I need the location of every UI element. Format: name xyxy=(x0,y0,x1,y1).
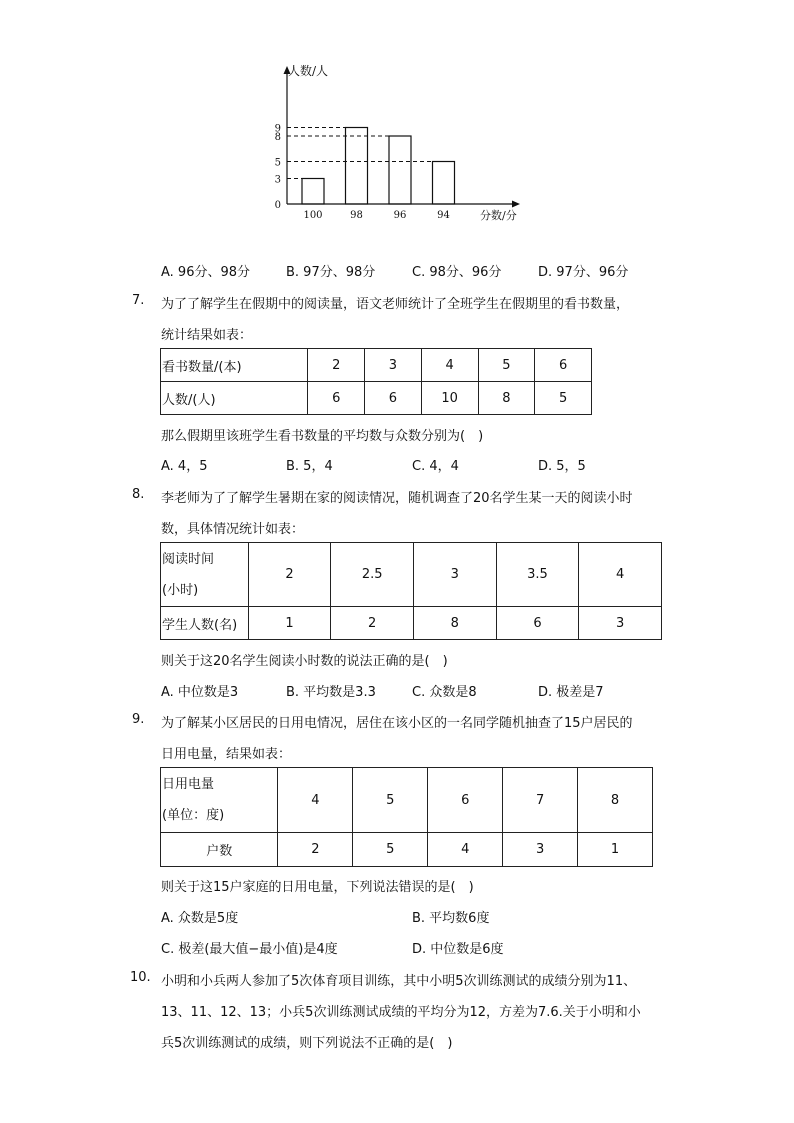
question-text: 小明和小兵两人参加了5次体育项目训练，其中小明5次训练测试的成绩分别为11、 xyxy=(161,974,637,989)
option-c: C. 极差(最大值−最小值)是4度 xyxy=(161,942,338,957)
header-line: (小时) xyxy=(162,582,199,598)
question-number: 8. xyxy=(132,487,145,502)
header-line: (单位：度) xyxy=(162,808,225,823)
question-text: 日用电量，结果如表： xyxy=(161,747,292,762)
y-tick-label: 9 xyxy=(274,123,281,135)
table-cell: 2 xyxy=(308,349,365,382)
table-cell: 6 xyxy=(496,607,579,640)
question-text: 13、11、12、13；小兵5次训练测试成绩的平均分为12，方差为7.6.关于小明和小 xyxy=(161,1005,641,1020)
option-b: B. 平均数6度 xyxy=(412,911,490,926)
question-prompt: 则关于这15户家庭的日用电量，下列说法错误的是( ) xyxy=(161,880,474,895)
table-cell: 2 xyxy=(278,833,353,867)
option-c: C. 98分、96分 xyxy=(412,265,502,280)
y-tick-label: 8 xyxy=(274,132,281,143)
option-d: D. 极差是7 xyxy=(538,685,604,700)
y-tick-label: 0 xyxy=(274,200,281,211)
table-cell: 8 xyxy=(578,768,653,833)
table-cell: 6 xyxy=(535,349,592,382)
question-prompt: 那么假期里该班学生看书数量的平均数与众数分别为( ) xyxy=(161,429,484,444)
y-axis-label: 人数/人 xyxy=(288,64,329,78)
table-cell: 6 xyxy=(308,382,365,415)
option-b: B. 平均数是3.3 xyxy=(286,685,376,700)
question-text: 李老师为了了解学生暑期在家的阅读情况，随机调查了20名学生某一天的阅读小时 xyxy=(161,491,633,506)
question-text: 数，具体情况统计如表： xyxy=(161,522,305,537)
question-number: 9. xyxy=(132,712,145,727)
table-cell: 4 xyxy=(428,833,503,867)
table-cell: 2 xyxy=(248,543,331,607)
bar xyxy=(302,179,324,205)
table-cell: 5 xyxy=(353,833,428,867)
x-tick-label: 94 xyxy=(437,210,450,221)
table-cell: 8 xyxy=(478,382,535,415)
option-c: C. 4，4 xyxy=(412,459,459,474)
question-text: 兵5次训练测试的成绩，则下列说法不正确的是( ) xyxy=(161,1036,453,1051)
table-cell: 1 xyxy=(248,607,331,640)
option-a: A. 中位数是3 xyxy=(161,685,239,700)
table-cell: 5 xyxy=(353,768,428,833)
table-cell: 8 xyxy=(414,607,497,640)
bar xyxy=(433,162,455,205)
q8-table xyxy=(160,542,662,640)
table-cell: 看书数量/(本) xyxy=(161,349,308,382)
header-line: 阅读时间 xyxy=(162,551,215,567)
table-cell: 3 xyxy=(503,833,578,867)
table-cell: 3 xyxy=(579,607,662,640)
question-number: 10. xyxy=(130,970,151,985)
table-header-cell xyxy=(161,543,249,607)
table-cell: 3 xyxy=(365,349,422,382)
option-d: D. 5，5 xyxy=(538,459,586,474)
option-a: A. 4，5 xyxy=(161,459,208,474)
table-header-cell xyxy=(161,768,278,833)
table-header-cell: 户数 xyxy=(161,833,278,867)
question-text: 统计结果如表： xyxy=(161,328,253,343)
table-cell: 4 xyxy=(278,768,353,833)
table-cell: 1 xyxy=(578,833,653,867)
question-prompt: 则关于这20名学生阅读小时数的说法正确的是( ) xyxy=(161,654,448,669)
y-tick-label: 5 xyxy=(274,157,281,169)
option-d: D. 97分、96分 xyxy=(538,265,629,280)
x-tick-label: 100 xyxy=(303,210,323,221)
option-a: A. 众数是5度 xyxy=(161,911,239,926)
option-c: C. 众数是8 xyxy=(412,685,477,700)
question-text: 为了了解学生在假期中的阅读量，语文老师统计了全班学生在假期里的看书数量， xyxy=(161,297,630,312)
header-line: 日用电量 xyxy=(162,777,215,792)
table-cell: 3.5 xyxy=(496,543,579,607)
option-b: B. 97分、98分 xyxy=(286,265,376,280)
option-a: A. 96分、98分 xyxy=(161,265,251,280)
bar xyxy=(346,128,368,205)
question-text: 为了解某小区居民的日用电情况，居住在该小区的一名同学随机抽查了15户居民的 xyxy=(161,716,633,731)
x-axis-arrow xyxy=(512,201,520,208)
y-tick-label: 3 xyxy=(274,174,281,186)
question-number: 7. xyxy=(132,293,145,308)
table-cell: 7 xyxy=(503,768,578,833)
q9-table xyxy=(160,767,653,867)
table-cell: 3 xyxy=(414,543,497,607)
x-tick-label: 96 xyxy=(393,210,407,221)
option-b: B. 5，4 xyxy=(286,459,333,474)
table-cell: 2.5 xyxy=(331,543,414,607)
table-header-cell: 学生人数(名) xyxy=(161,607,249,640)
table-cell: 4 xyxy=(579,543,662,607)
table-cell: 5 xyxy=(478,349,535,382)
table-cell: 10 xyxy=(421,382,478,415)
x-axis-label: 分数/分 xyxy=(480,209,517,222)
q7-table xyxy=(160,348,592,415)
table-cell: 6 xyxy=(365,382,422,415)
table-cell: 2 xyxy=(331,607,414,640)
option-d: D. 中位数是6度 xyxy=(412,942,504,957)
x-tick-label: 98 xyxy=(350,210,363,221)
histogram-chart xyxy=(262,58,532,223)
table-cell: 人数/(人) xyxy=(161,382,308,415)
table-cell: 6 xyxy=(428,768,503,833)
table-cell: 5 xyxy=(535,382,592,415)
bar xyxy=(389,136,411,204)
table-cell: 4 xyxy=(421,349,478,382)
